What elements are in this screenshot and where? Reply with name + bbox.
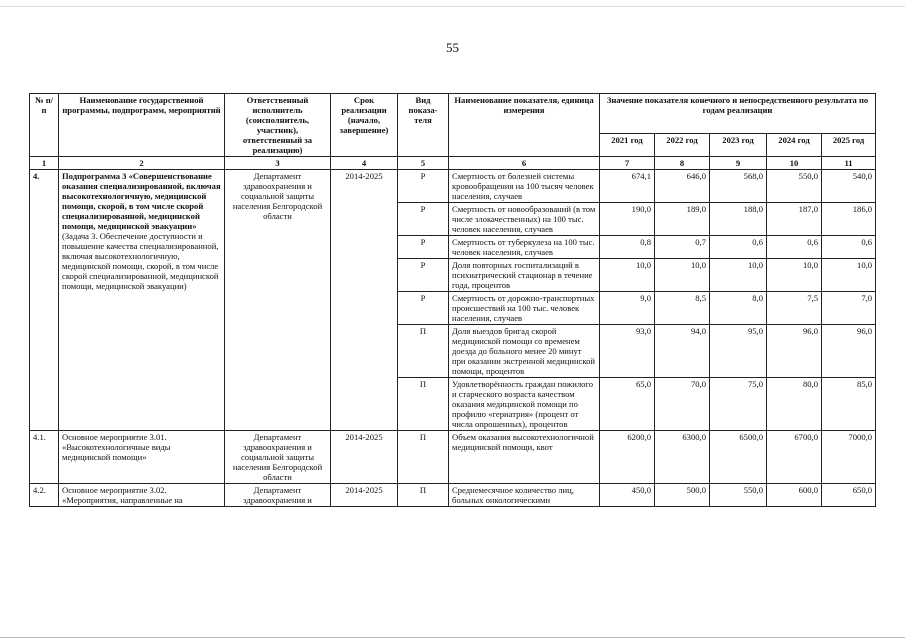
header-year: 2022 год (655, 134, 710, 157)
value-cell: 500,0 (655, 484, 710, 507)
value-cell: 80,0 (767, 378, 822, 431)
value-cell: 646,0 (655, 170, 710, 203)
header-num: № п/п (30, 94, 59, 157)
period: 2014-2025 (331, 484, 398, 507)
indicator-name: Удовлетворённость граждан пожилого и старческого возраста качеством оказания медицинской помощи по профилю «гериатрия» (процент от числа опрошенных), процентов (449, 378, 600, 431)
col-number: 8 (655, 157, 710, 170)
value-cell: 70,0 (655, 378, 710, 431)
value-cell: 187,0 (767, 203, 822, 236)
header-year: 2025 год (822, 134, 876, 157)
value-cell: 0,6 (822, 236, 876, 259)
indicator-type: Р (398, 236, 449, 259)
indicator-type: П (398, 325, 449, 378)
value-cell: 6700,0 (767, 431, 822, 484)
row-num: 4.2. (30, 484, 59, 507)
value-cell: 10,0 (767, 259, 822, 292)
col-number: 5 (398, 157, 449, 170)
value-cell: 8,5 (655, 292, 710, 325)
scan-edge-top (0, 6, 905, 7)
value-cell: 188,0 (710, 203, 767, 236)
period: 2014-2025 (331, 431, 398, 484)
col-number: 9 (710, 157, 767, 170)
value-cell: 7,5 (767, 292, 822, 325)
indicator-name: Среднемесячное количество лиц, больных онкологическими (449, 484, 600, 507)
col-number: 10 (767, 157, 822, 170)
value-cell: 10,0 (655, 259, 710, 292)
value-cell: 550,0 (710, 484, 767, 507)
value-cell: 190,0 (600, 203, 655, 236)
subprogram-cell (59, 170, 225, 431)
value-cell: 96,0 (767, 325, 822, 378)
table-row (30, 431, 876, 484)
col-number: 3 (225, 157, 331, 170)
col-number: 2 (59, 157, 225, 170)
measure-name: Основное мероприятие 3.01. «Высокотехнологичные виды медицинской помощи» (59, 431, 225, 484)
value-cell: 0,8 (600, 236, 655, 259)
program-table (29, 93, 876, 507)
value-cell: 94,0 (655, 325, 710, 378)
value-cell: 10,0 (710, 259, 767, 292)
col-number: 4 (331, 157, 398, 170)
executor: Департамент здравоохранения и (225, 484, 331, 507)
subprogram-task: (Задача 3. Обеспечение доступности и повышение качества специализированной, включая высокотехнологичную, медицинской помощи, скорой, в том числе скорой специализированной, медицинской помощи, медицинской эвакуации) (62, 231, 219, 291)
col-number: 1 (30, 157, 59, 170)
indicator-name: Объем оказания высокотехнологичной медицинской помощи, квот (449, 431, 600, 484)
header-name: Наименование государственной программы, подпрограмм, мероприятий (59, 94, 225, 157)
page-number: 55 (446, 40, 459, 55)
header-type: Вид показа-теля (398, 94, 449, 157)
executor: Департамент здравоохранения и социальной защиты населения Белгородской области (225, 170, 331, 431)
table-row (30, 170, 876, 203)
measure-name: Основное мероприятие 3.02. «Мероприятия, направленные на (59, 484, 225, 507)
value-cell: 96,0 (822, 325, 876, 378)
col-number: 7 (600, 157, 655, 170)
value-cell: 10,0 (822, 259, 876, 292)
indicator-name: Смертность от новообразований (в том числе злокачественных) на 100 тыс. человек населения, случаев (449, 203, 600, 236)
indicator-type: Р (398, 292, 449, 325)
value-cell: 6300,0 (655, 431, 710, 484)
value-cell: 0,6 (710, 236, 767, 259)
value-cell: 0,6 (767, 236, 822, 259)
value-cell: 9,0 (600, 292, 655, 325)
value-cell: 568,0 (710, 170, 767, 203)
column-numbers-row (30, 157, 876, 170)
table-row (30, 484, 876, 507)
header-year: 2023 год (710, 134, 767, 157)
value-cell: 93,0 (600, 325, 655, 378)
col-number: 11 (822, 157, 876, 170)
value-cell: 189,0 (655, 203, 710, 236)
subprogram-title: Подпрограмма 3 «Совершенствование оказания специализированной, включая высокотехнологичную, медицинской помощи, скорой, в том числе скорой специализированной, медицинской помощи, медицинской эвакуации» (62, 171, 221, 231)
value-cell: 7,0 (822, 292, 876, 325)
header-indicator: Наименование показателя, единица измерения (449, 94, 600, 157)
row-num: 4.1. (30, 431, 59, 484)
indicator-type: Р (398, 203, 449, 236)
indicator-name: Доля повторных госпитализаций в психиатрический стационар в течение года, процентов (449, 259, 600, 292)
value-cell: 6500,0 (710, 431, 767, 484)
header-period: Срок реализации (начало, завершение) (331, 94, 398, 157)
value-cell: 550,0 (767, 170, 822, 203)
value-cell: 85,0 (822, 378, 876, 431)
value-cell: 7000,0 (822, 431, 876, 484)
col-number: 6 (449, 157, 600, 170)
value-cell: 75,0 (710, 378, 767, 431)
row-num: 4. (30, 170, 59, 431)
header-values-group: Значение показателя конечного и непосредственного результата по годам реализации (600, 94, 876, 134)
value-cell: 600,0 (767, 484, 822, 507)
value-cell: 450,0 (600, 484, 655, 507)
scan-edge-bottom (0, 637, 905, 638)
value-cell: 540,0 (822, 170, 876, 203)
value-cell: 8,0 (710, 292, 767, 325)
value-cell: 674,1 (600, 170, 655, 203)
indicator-name: Смертность от болезней системы кровообращения на 100 тысяч человек населения, случаев (449, 170, 600, 203)
indicator-type: Р (398, 259, 449, 292)
value-cell: 650,0 (822, 484, 876, 507)
header-year: 2021 год (600, 134, 655, 157)
executor: Департамент здравоохранения и социальной защиты населения Белгородской области (225, 431, 331, 484)
indicator-type: П (398, 484, 449, 507)
period: 2014-2025 (331, 170, 398, 431)
header-executor: Ответственный исполнитель (соисполнитель, участник), ответственный за реализацию) (225, 94, 331, 157)
indicator-type: Р (398, 170, 449, 203)
indicator-name: Смертность от дорожно-транспортных происшествий на 100 тыс. человек населения, случаев (449, 292, 600, 325)
value-cell: 10,0 (600, 259, 655, 292)
header-row (30, 94, 876, 134)
indicator-type: П (398, 378, 449, 431)
value-cell: 0,7 (655, 236, 710, 259)
value-cell: 186,0 (822, 203, 876, 236)
indicator-type: П (398, 431, 449, 484)
indicator-name: Смертность от туберкулеза на 100 тыс. человек населения, случаев (449, 236, 600, 259)
indicator-name: Доля выездов бригад скорой медицинской помощи со временем доезда до больного менее 20 минут при оказании экстренной медицинской помощи, процентов (449, 325, 600, 378)
value-cell: 65,0 (600, 378, 655, 431)
value-cell: 6200,0 (600, 431, 655, 484)
header-year: 2024 год (767, 134, 822, 157)
value-cell: 95,0 (710, 325, 767, 378)
